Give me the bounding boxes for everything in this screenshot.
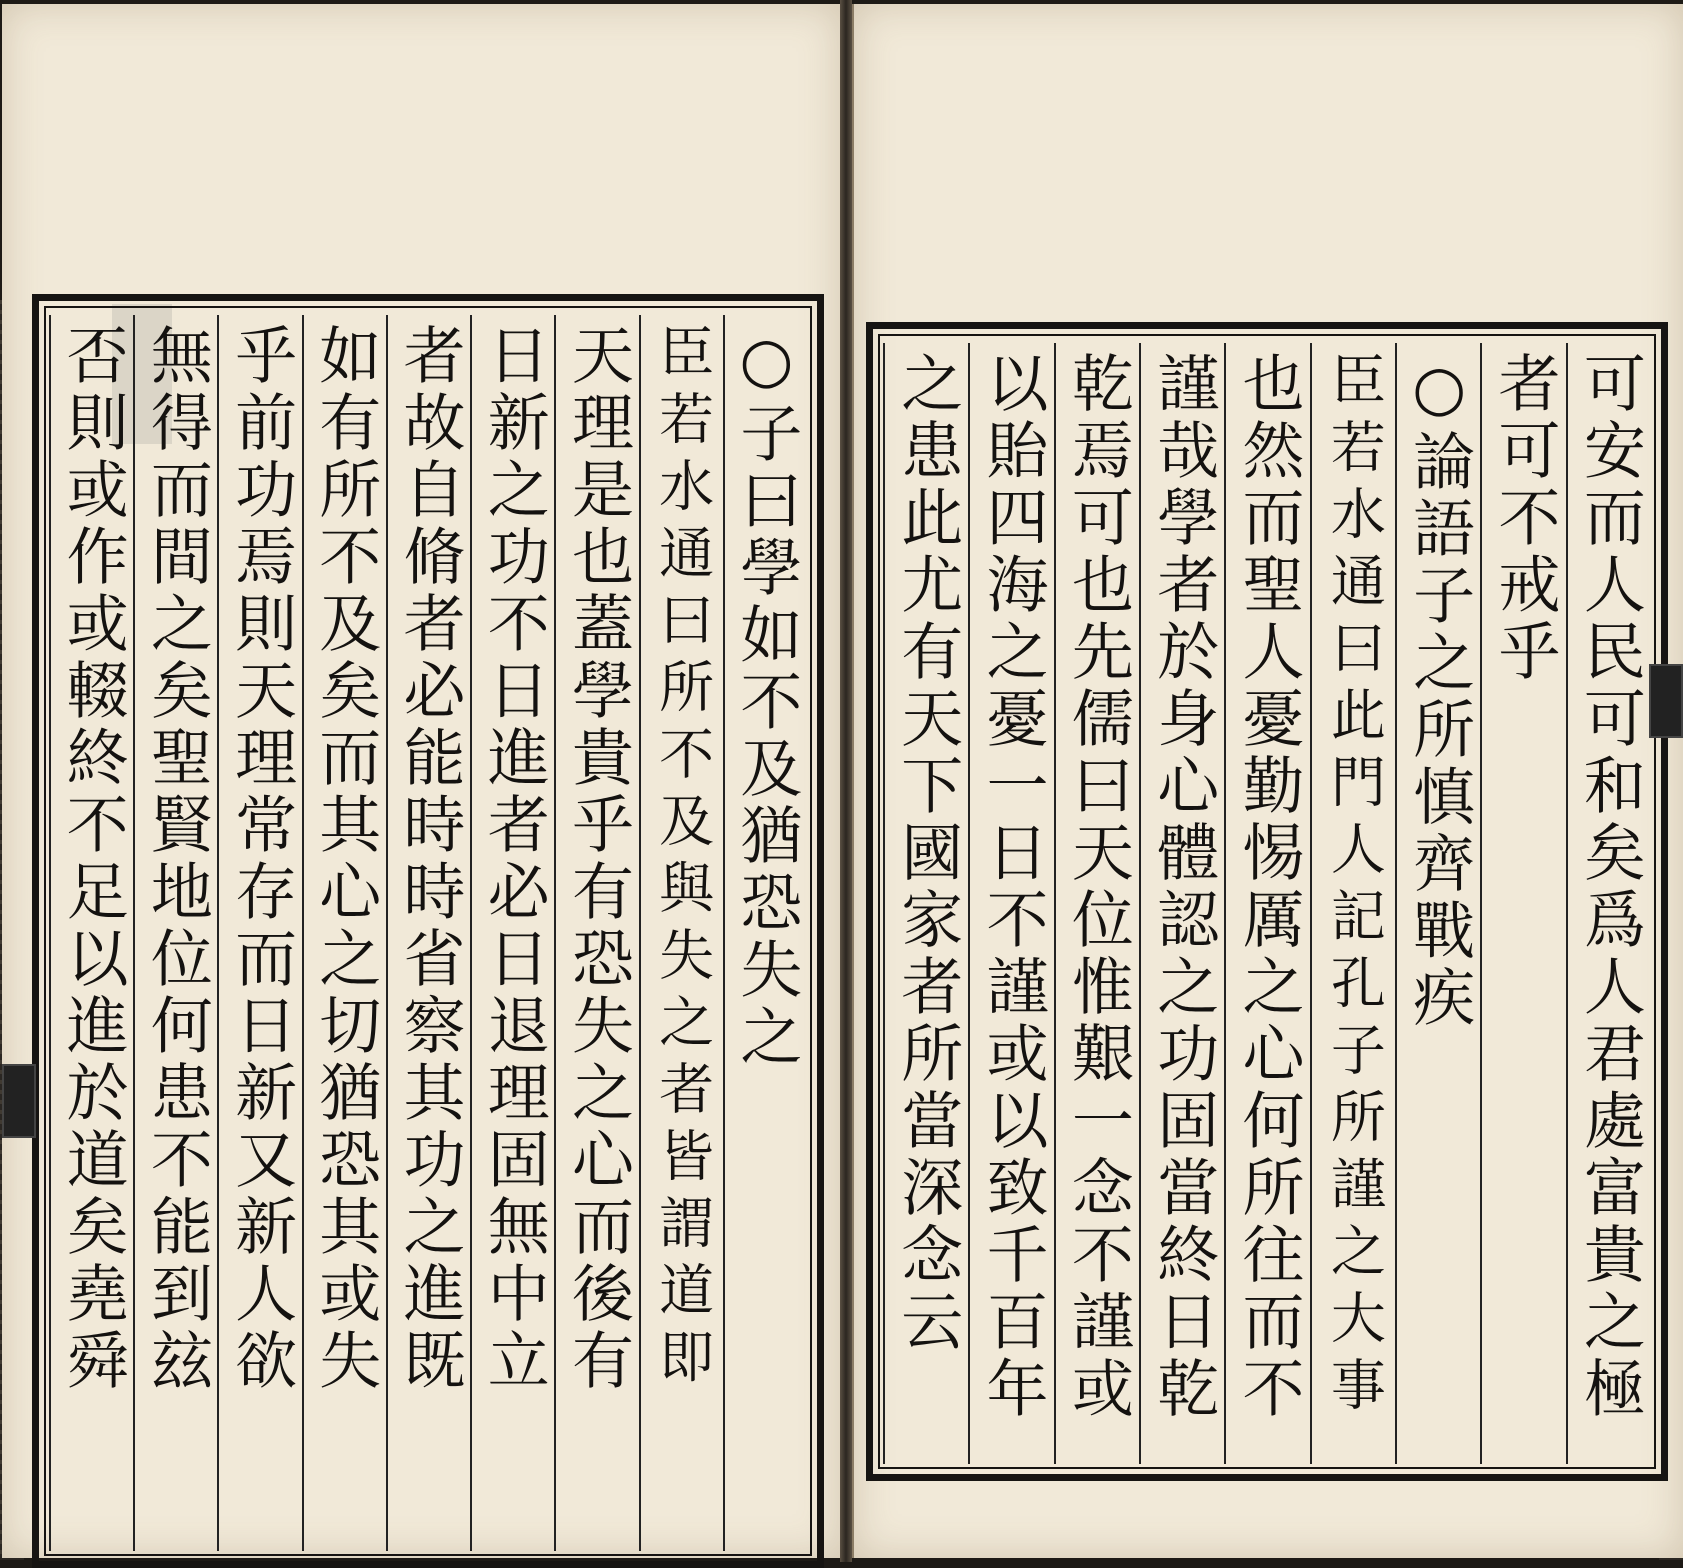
column-text: 可安而人民可和矣爲人君處富貴之極 xyxy=(1573,351,1647,1423)
left-text-frame xyxy=(32,294,824,1568)
right-column-1 xyxy=(1566,343,1651,1464)
column-text: 臣若水通曰所不及與失之者皆謂道即 xyxy=(650,323,715,1395)
right-column-6 xyxy=(1139,343,1224,1464)
column-text: 臣若水通曰此門人記孔子所謹之大事 xyxy=(1321,351,1386,1423)
fold-tab-right xyxy=(1649,664,1683,738)
right-column-3 xyxy=(1395,343,1480,1464)
left-columns xyxy=(49,315,807,1551)
column-text: 乾焉可也先儒曰天位惟艱一念不謹或 xyxy=(1061,351,1135,1423)
column-text: 謹哉學者於身心體認之功固當終日乾 xyxy=(1146,351,1220,1423)
right-text-frame xyxy=(866,322,1668,1481)
column-text: 如有所不及矣而其心之切猶恐其或失 xyxy=(308,323,382,1395)
left-page xyxy=(2,4,842,1558)
column-text: 者可不戒乎 xyxy=(1488,351,1561,686)
right-page xyxy=(852,4,1683,1558)
right-column-5 xyxy=(1224,343,1309,1464)
right-column-9 xyxy=(883,343,968,1464)
column-text: 也然而聖人憂勤惕厲之心何所往而不 xyxy=(1232,351,1306,1423)
left-column-8 xyxy=(133,315,217,1551)
column-text: ○子曰學如不及猶恐失之 xyxy=(729,323,803,1071)
column-text: 否則或作或輟終不足以進於道矣堯舜 xyxy=(56,323,130,1395)
left-column-4 xyxy=(470,315,554,1551)
column-text: 無得而間之矣聖賢地位何患不能到玆 xyxy=(140,323,214,1395)
left-column-7 xyxy=(217,315,301,1551)
column-text: ○論語子之所慎齊戰疾 xyxy=(1402,351,1476,1032)
column-text: 者故自脩者必能時時省察其功之進既 xyxy=(393,323,467,1395)
column-text: 日新之功不日進者必日退理固無中立 xyxy=(477,323,551,1395)
right-column-2 xyxy=(1480,343,1565,1464)
column-text: 以貽四海之憂一日不謹或以致千百年 xyxy=(976,351,1050,1423)
left-column-3 xyxy=(554,315,638,1551)
fold-tab-left xyxy=(2,1064,36,1138)
column-text: 天理是也蓋學貴乎有恐失之心而後有 xyxy=(561,323,635,1395)
right-columns xyxy=(883,343,1651,1464)
book-gutter xyxy=(840,0,852,1562)
column-text: 之患此尤有天下國家者所當深念云 xyxy=(890,351,964,1356)
column-text: 乎前功焉則天理常存而日新又新人欲 xyxy=(224,323,298,1395)
right-column-4 xyxy=(1310,343,1395,1464)
left-column-1 xyxy=(723,315,807,1551)
right-column-7 xyxy=(1054,343,1139,1464)
left-column-2 xyxy=(639,315,723,1551)
left-column-9 xyxy=(49,315,133,1551)
right-column-8 xyxy=(968,343,1053,1464)
left-column-5 xyxy=(386,315,470,1551)
left-column-6 xyxy=(302,315,386,1551)
